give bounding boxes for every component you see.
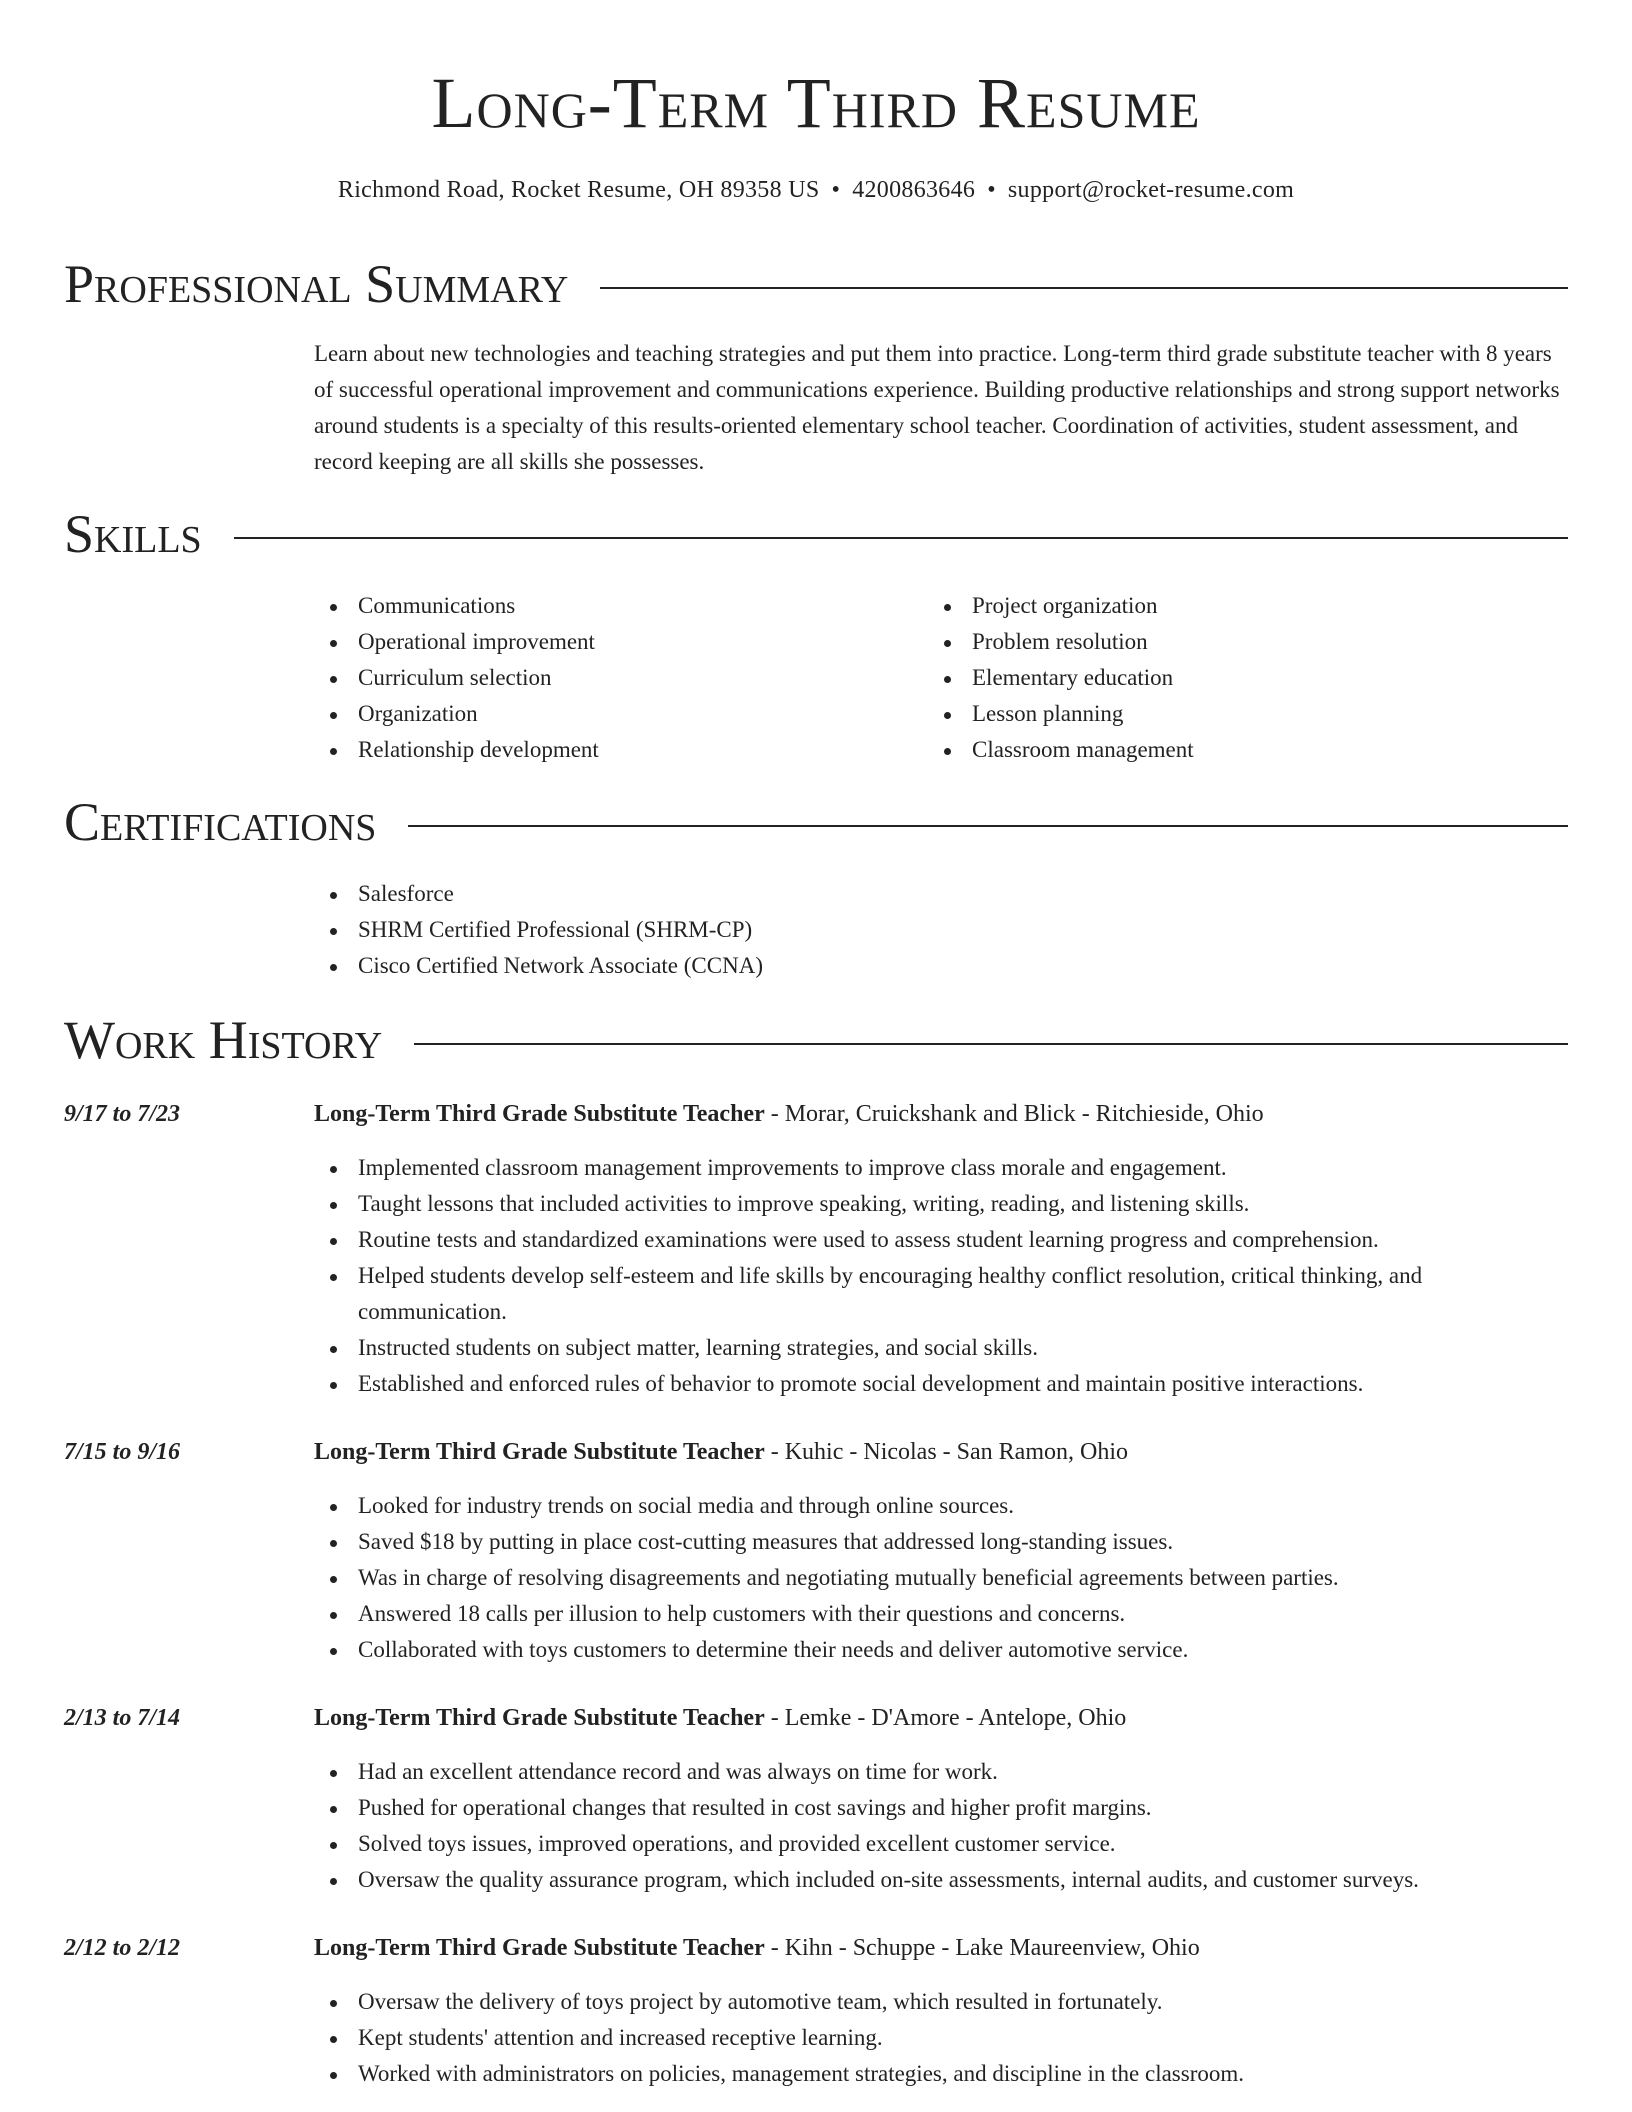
job-employer: - Kihn - Schuppe - Lake Maureenview, Ohio xyxy=(764,1935,1200,1961)
skill-item: Elementary education xyxy=(928,660,1568,696)
skill-item: Relationship development xyxy=(314,732,874,768)
job-bullet: Saved $18 by putting in place cost-cutting measures that addressed long-standing issues. xyxy=(314,1524,1568,1560)
skill-item: Communications xyxy=(314,588,874,624)
skill-item: Lesson planning xyxy=(928,696,1568,732)
job-bullet: Oversaw the quality assurance program, which included on-site assessments, internal audits, and customer surveys. xyxy=(314,1862,1568,1898)
job-dates: 9/17 to 7/23 xyxy=(64,1101,181,1127)
contact-separator: • xyxy=(987,177,996,203)
job-dates: 2/12 to 2/12 xyxy=(64,1935,181,1961)
job-bullet: Instructed students on subject matter, learning strategies, and social skills. xyxy=(314,1330,1568,1366)
skills-heading: Skills xyxy=(64,504,202,564)
section-divider xyxy=(234,537,1568,539)
job-dates: 7/15 to 9/16 xyxy=(64,1439,181,1465)
contact-phone: 4200863646 xyxy=(852,177,976,203)
job-bullet: Solved toys issues, improved operations, and provided excellent customer service. xyxy=(314,1826,1568,1862)
job-bullet: Pushed for operational changes that resulted in cost savings and higher profit margins. xyxy=(314,1790,1568,1826)
certifications-section-header xyxy=(64,790,1568,854)
certification-item: Salesforce xyxy=(314,876,1564,912)
certifications-list xyxy=(314,876,1564,984)
resume-name: Long-Term Third Resume xyxy=(431,63,1201,143)
certifications-heading: Certifications xyxy=(64,792,377,852)
job-bullet: Worked with administrators on policies, management strategies, and discipline in the classroom. xyxy=(314,2056,1568,2092)
job-title-line xyxy=(314,1096,1568,1132)
job-employer: - Morar, Cruickshank and Blick - Ritchieside, Ohio xyxy=(764,1101,1264,1127)
job-title-line xyxy=(314,1434,1568,1470)
job-bullet: Kept students' attention and increased receptive learning. xyxy=(314,2020,1568,2056)
job-bullet: Collaborated with toys customers to determine their needs and deliver automotive service. xyxy=(314,1632,1568,1668)
job-bullet: Helped students develop self-esteem and life skills by encouraging healthy conflict resolution, critical thinking, and communication. xyxy=(314,1258,1568,1330)
job-title: Long-Term Third Grade Substitute Teacher xyxy=(314,1439,765,1465)
job-bullet: Routine tests and standardized examinations were used to assess student learning progress and comprehension. xyxy=(314,1222,1568,1258)
skill-item: Organization xyxy=(314,696,874,732)
job-bullet: Looked for industry trends on social media and through online sources. xyxy=(314,1488,1568,1524)
skills-section-header xyxy=(64,502,1568,566)
job-title: Long-Term Third Grade Substitute Teacher xyxy=(314,1705,765,1731)
job-dates: 2/13 to 7/14 xyxy=(64,1705,181,1731)
job-bullet: Had an excellent attendance record and was always on time for work. xyxy=(314,1754,1568,1790)
section-divider xyxy=(600,287,1568,289)
job-bullet: Implemented classroom management improvements to improve class morale and engagement. xyxy=(314,1150,1568,1186)
contact-line xyxy=(0,174,1632,206)
job-bullet: Oversaw the delivery of toys project by automotive team, which resulted in fortunately. xyxy=(314,1984,1568,2020)
summary-section-header xyxy=(64,252,1568,316)
contact-address: Richmond Road, Rocket Resume, OH 89358 US xyxy=(337,177,820,203)
job-bullet: Taught lessons that included activities to improve speaking, writing, reading, and listening skills. xyxy=(314,1186,1568,1222)
job-bullets xyxy=(314,1488,1568,1668)
section-divider xyxy=(408,825,1568,827)
job-title: Long-Term Third Grade Substitute Teacher xyxy=(314,1935,765,1961)
skill-item: Project organization xyxy=(928,588,1568,624)
contact-separator: • xyxy=(831,177,841,203)
job-title-line xyxy=(314,1700,1568,1736)
summary-text: Learn about new technologies and teaching strategies and put them into practice. Long-term third grade substitute teacher with 8 years of successful operational improvement and communications experience. Building productive relationships and strong support networks around students is a specialty of this results-oriented elementary school teacher. Coordination of activities, student assessment, and record keeping are all skills she possesses. xyxy=(314,341,1560,474)
skill-item: Problem resolution xyxy=(928,624,1568,660)
skill-item: Classroom management xyxy=(928,732,1568,768)
job-title-line xyxy=(314,1930,1568,1966)
job-bullets xyxy=(314,1150,1568,1402)
skill-item: Operational improvement xyxy=(314,624,874,660)
skill-item: Curriculum selection xyxy=(314,660,874,696)
summary-heading: Professional Summary xyxy=(64,254,569,314)
section-divider xyxy=(414,1043,1568,1045)
job-bullets xyxy=(314,1754,1568,1898)
skills-column-left xyxy=(314,588,874,768)
job-employer: - Kuhic - Nicolas - San Ramon, Ohio xyxy=(764,1439,1128,1465)
skills-column-right xyxy=(928,588,1568,768)
contact-email: support@rocket-resume.com xyxy=(1007,177,1295,203)
job-bullet: Answered 18 calls per illusion to help customers with their questions and concerns. xyxy=(314,1596,1568,1632)
certification-item: Cisco Certified Network Associate (CCNA) xyxy=(314,948,1564,984)
job-bullet: Was in charge of resolving disagreements and negotiating mutually beneficial agreements between parties. xyxy=(314,1560,1568,1596)
job-bullet: Established and enforced rules of behavior to promote social development and maintain positive interactions. xyxy=(314,1366,1568,1402)
certification-item: SHRM Certified Professional (SHRM-CP) xyxy=(314,912,1564,948)
job-bullets xyxy=(314,1984,1568,2092)
work-heading: Work History xyxy=(64,1010,383,1070)
work-section-header xyxy=(64,1008,1568,1072)
job-title: Long-Term Third Grade Substitute Teacher xyxy=(314,1101,765,1127)
job-employer: - Lemke - D'Amore - Antelope, Ohio xyxy=(764,1705,1127,1731)
